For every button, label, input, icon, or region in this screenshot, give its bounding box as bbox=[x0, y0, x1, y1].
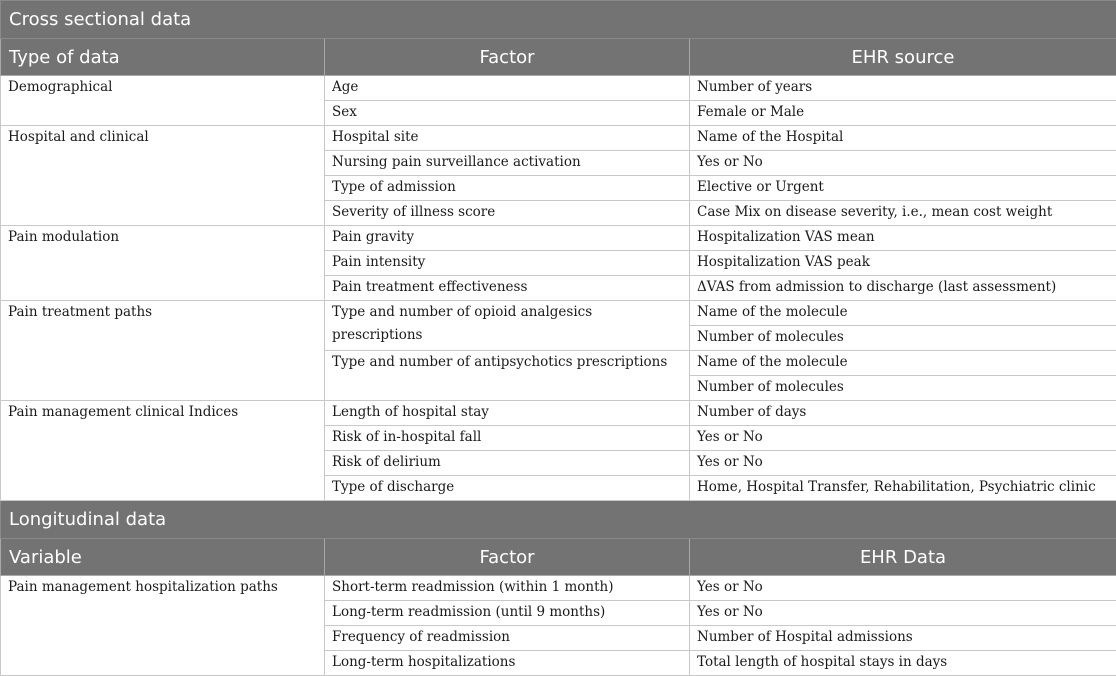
source-cell: Total length of hospital stays in days bbox=[690, 651, 1116, 676]
factor-cell: Type of discharge bbox=[325, 476, 690, 501]
source-cell: ΔVAS from admission to discharge (last assessment) bbox=[690, 276, 1116, 301]
source-cell: Yes or No bbox=[690, 151, 1116, 176]
column-header: EHR Data bbox=[690, 539, 1116, 576]
factor-cell: Long-term readmission (until 9 months) bbox=[325, 601, 690, 626]
source-cell: Elective or Urgent bbox=[690, 176, 1116, 201]
source-cell: Yes or No bbox=[690, 601, 1116, 626]
source-cell: Case Mix on disease severity, i.e., mean cost weight bbox=[690, 201, 1116, 226]
column-header: Variable bbox=[1, 539, 325, 576]
type-cell: Pain management clinical Indices bbox=[1, 401, 325, 501]
factor-cell: Severity of illness score bbox=[325, 201, 690, 226]
factor-cell: Nursing pain surveillance activation bbox=[325, 151, 690, 176]
table-row bbox=[1, 76, 1116, 101]
column-header: Factor bbox=[325, 539, 690, 576]
factor-cell: Long-term hospitalizations bbox=[325, 651, 690, 676]
source-cell: Number of Hospital admissions bbox=[690, 626, 1116, 651]
source-cell: Name of the molecule bbox=[690, 301, 1116, 326]
source-cell: Number of days bbox=[690, 401, 1116, 426]
source-cell: Hospitalization VAS peak bbox=[690, 251, 1116, 276]
factor-cell: Short-term readmission (within 1 month) bbox=[325, 576, 690, 601]
type-cell: Hospital and clinical bbox=[1, 126, 325, 226]
source-cell: Yes or No bbox=[690, 426, 1116, 451]
source-cell: Name of the Hospital bbox=[690, 126, 1116, 151]
source-cell: Name of the molecule bbox=[690, 351, 1116, 376]
header-row bbox=[1, 539, 1116, 576]
column-header: EHR source bbox=[690, 39, 1116, 76]
source-cell: Female or Male bbox=[690, 101, 1116, 126]
section-row-longitudinal bbox=[1, 501, 1116, 539]
column-header: Type of data bbox=[1, 39, 325, 76]
table-row bbox=[1, 576, 1116, 601]
source-cell: Number of molecules bbox=[690, 376, 1116, 401]
column-header: Factor bbox=[325, 39, 690, 76]
type-cell: Pain management hospitalization paths bbox=[1, 576, 325, 676]
source-cell: Hospitalization VAS mean bbox=[690, 226, 1116, 251]
source-cell: Number of years bbox=[690, 76, 1116, 101]
factor-cell: Type and number of antipsychotics prescriptions bbox=[325, 351, 690, 401]
factor-cell: Sex bbox=[325, 101, 690, 126]
type-cell: Demographical bbox=[1, 76, 325, 126]
factor-cell: Pain intensity bbox=[325, 251, 690, 276]
factor-cell: Risk of in-hospital fall bbox=[325, 426, 690, 451]
table-row bbox=[1, 226, 1116, 251]
table-row bbox=[1, 301, 1116, 326]
factor-cell: Hospital site bbox=[325, 126, 690, 151]
factor-cell: Type and number of opioid analgesics prescriptions bbox=[325, 301, 690, 351]
factor-cell: Age bbox=[325, 76, 690, 101]
factor-cell: Length of hospital stay bbox=[325, 401, 690, 426]
source-cell: Yes or No bbox=[690, 576, 1116, 601]
section-title: Cross sectional data bbox=[1, 1, 1116, 39]
factor-cell: Frequency of readmission bbox=[325, 626, 690, 651]
table-row bbox=[1, 126, 1116, 151]
source-cell: Home, Hospital Transfer, Rehabilitation, Psychiatric clinic bbox=[690, 476, 1116, 501]
section-title: Longitudinal data bbox=[1, 501, 1116, 539]
section-row-cross-sectional bbox=[1, 1, 1116, 39]
header-row bbox=[1, 39, 1116, 76]
source-cell: Number of molecules bbox=[690, 326, 1116, 351]
table-row bbox=[1, 401, 1116, 426]
factor-cell: Risk of delirium bbox=[325, 451, 690, 476]
type-cell: Pain treatment paths bbox=[1, 301, 325, 401]
source-cell: Yes or No bbox=[690, 451, 1116, 476]
factor-cell: Pain gravity bbox=[325, 226, 690, 251]
factor-cell: Type of admission bbox=[325, 176, 690, 201]
type-cell: Pain modulation bbox=[1, 226, 325, 301]
factor-cell: Pain treatment effectiveness bbox=[325, 276, 690, 301]
